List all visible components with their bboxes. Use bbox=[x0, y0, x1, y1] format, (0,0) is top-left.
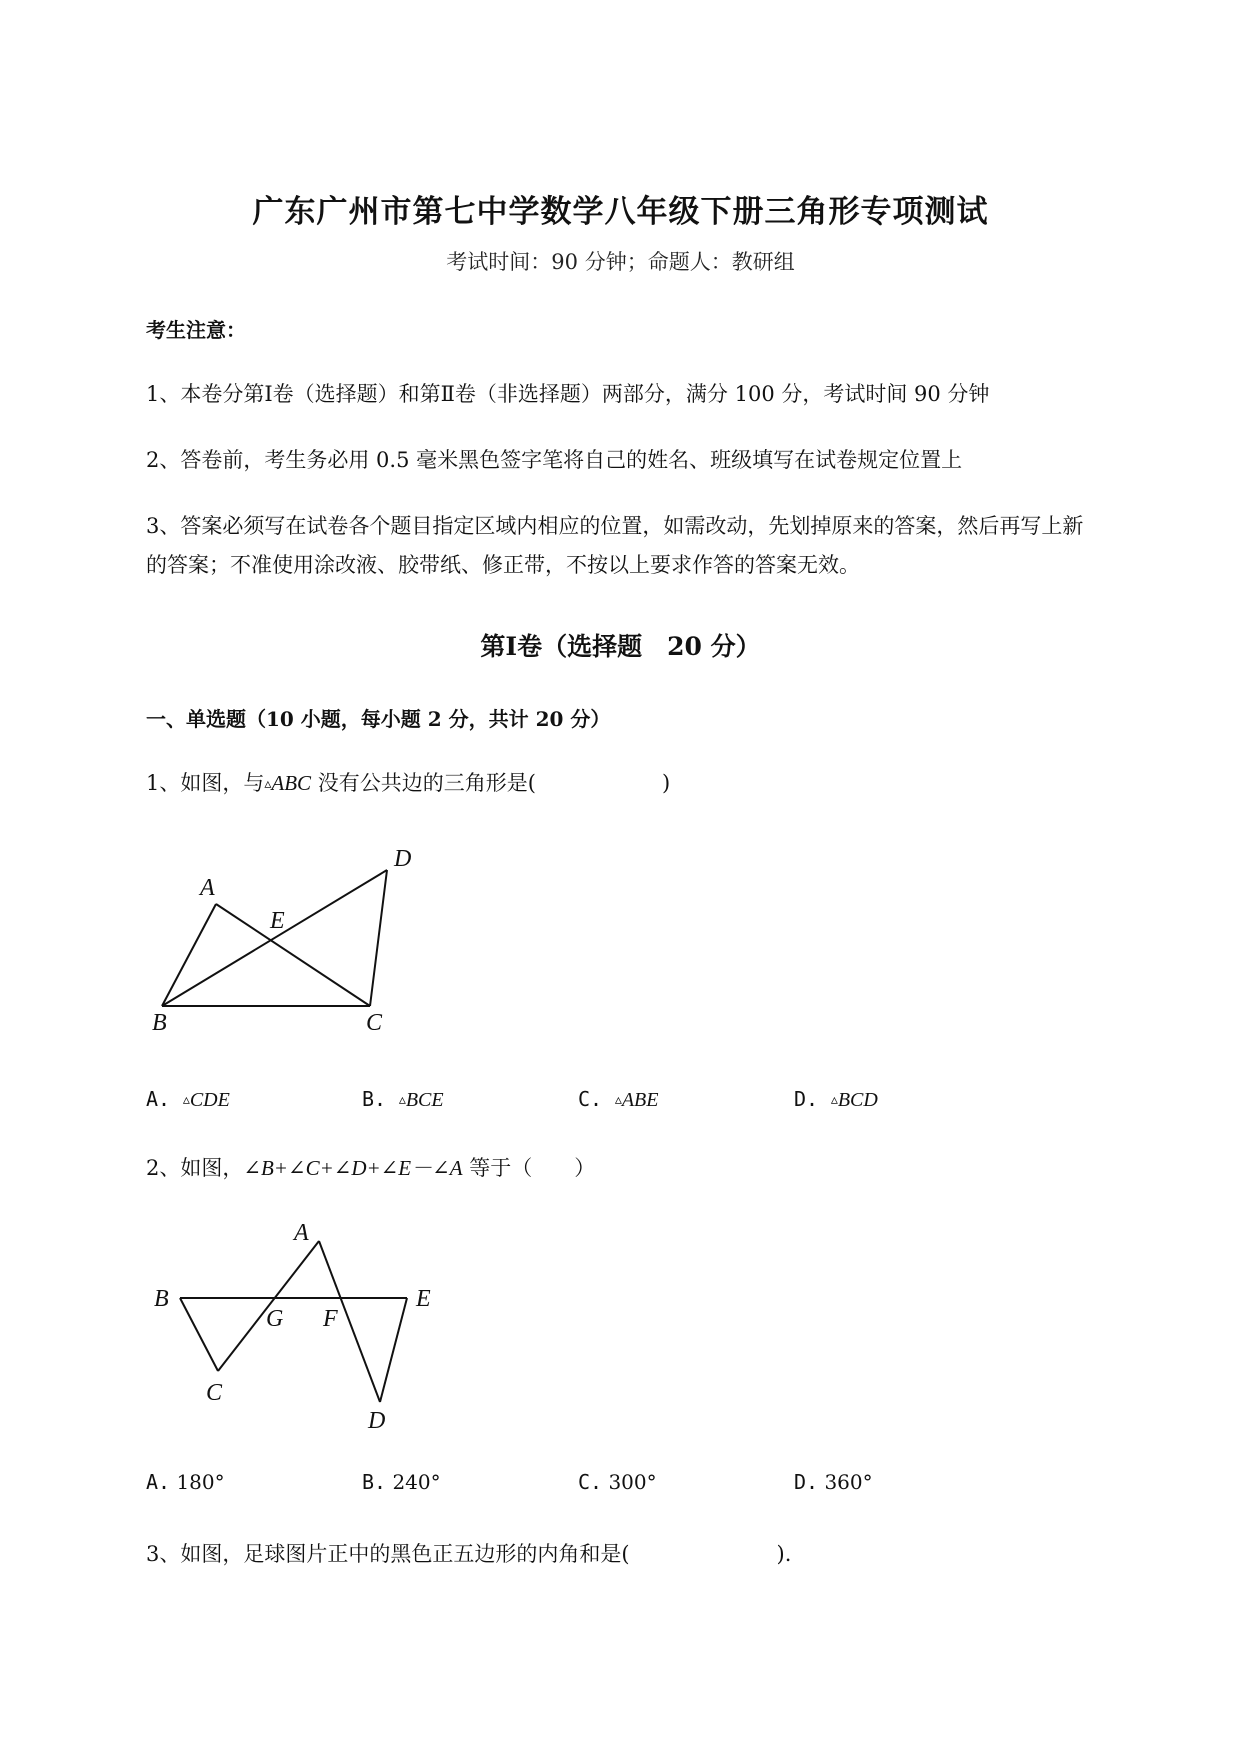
question-1-figure bbox=[140, 840, 450, 1040]
question-2-option-d[interactable] bbox=[794, 1470, 873, 1494]
question-1-stem bbox=[146, 767, 670, 797]
question-1-option-a[interactable] bbox=[146, 1087, 230, 1112]
question-2-option-b[interactable] bbox=[362, 1470, 441, 1494]
label-C: C bbox=[206, 1380, 223, 1406]
label-E: E bbox=[270, 908, 285, 934]
option-letter: D. bbox=[794, 1087, 819, 1111]
exam-info: 考试时间：90 分钟；命题人：教研组 bbox=[446, 250, 795, 274]
option-text: ABE bbox=[621, 1089, 659, 1111]
question-2-stem-prefix: 2、如图， bbox=[146, 1156, 244, 1180]
question-2-option-a[interactable] bbox=[146, 1470, 225, 1494]
option-letter: A. bbox=[146, 1470, 171, 1494]
label-A: A bbox=[294, 1220, 309, 1246]
option-text: 240° bbox=[392, 1470, 441, 1494]
question-1-stem-prefix: 1、如图，与 bbox=[146, 771, 265, 795]
page-title: 广东广州市第七中学数学八年级下册三角形专项测试 bbox=[252, 194, 989, 230]
option-letter: B. bbox=[362, 1087, 387, 1111]
segment-DE bbox=[380, 1298, 407, 1402]
question-1-stem-triangle: ABC bbox=[271, 771, 312, 795]
option-text: 360° bbox=[824, 1470, 873, 1494]
question-2-stem-suffix: 等于（ ） bbox=[462, 1156, 596, 1180]
notice-item-1: 1、本卷分第Ⅰ卷（选择题）和第Ⅱ卷（非选择题）两部分，满分 100 分，考试时间 90 分钟 bbox=[146, 382, 990, 406]
segment-DC bbox=[370, 870, 387, 1006]
triangle-symbol: ▵ bbox=[182, 1092, 190, 1108]
label-D: D bbox=[368, 1408, 386, 1434]
notice-heading: 考生注意： bbox=[146, 318, 246, 342]
label-C: C bbox=[366, 1010, 383, 1036]
question-2-figure bbox=[140, 1220, 460, 1435]
question-1-option-b[interactable] bbox=[362, 1087, 444, 1112]
notice-item-3-cont: 的答案；不准使用涂改液、胶带纸、修正带，不按以上要求作答的答案无效。 bbox=[146, 553, 860, 577]
option-text: CDE bbox=[189, 1089, 230, 1111]
option-letter: D. bbox=[794, 1470, 819, 1494]
label-G: G bbox=[266, 1306, 284, 1332]
option-letter: A. bbox=[146, 1087, 171, 1111]
question-1-option-c[interactable] bbox=[578, 1087, 659, 1112]
option-text: 300° bbox=[608, 1470, 657, 1494]
notice-item-2: 2、答卷前，考生务必用 0.5 毫米黑色签字笔将自己的姓名、班级填写在试卷规定位置上 bbox=[146, 448, 963, 472]
triangle-symbol: ▵ bbox=[264, 776, 272, 792]
triangle-symbol: ▵ bbox=[830, 1092, 838, 1108]
question-1-stem-suffix: 没有公共边的三角形是( ) bbox=[311, 771, 671, 795]
triangle-symbol: ▵ bbox=[398, 1092, 406, 1108]
notice-item-3: 3、答案必须写在试卷各个题目指定区域内相应的位置，如需改动，先划掉原来的答案，然后再写上新 bbox=[146, 514, 1084, 538]
question-2-option-c[interactable] bbox=[578, 1470, 657, 1494]
option-text: BCE bbox=[405, 1089, 444, 1111]
option-letter: C. bbox=[578, 1470, 603, 1494]
triangle-symbol: ▵ bbox=[614, 1092, 622, 1108]
label-E: E bbox=[416, 1286, 431, 1312]
label-B: B bbox=[152, 1010, 167, 1036]
question-1-option-d[interactable] bbox=[794, 1087, 878, 1112]
option-letter: C. bbox=[578, 1087, 603, 1111]
label-D: D bbox=[394, 846, 412, 872]
option-text: 180° bbox=[176, 1470, 225, 1494]
option-letter: B. bbox=[362, 1470, 387, 1494]
label-A: A bbox=[200, 875, 215, 901]
question-2-stem bbox=[146, 1152, 595, 1182]
section-title: 第Ⅰ卷（选择题 20 分） bbox=[480, 632, 761, 661]
label-F: F bbox=[323, 1306, 338, 1332]
segment-AC bbox=[216, 904, 370, 1006]
question-3-stem: 3、如图，足球图片正中的黑色正五边形的内角和是( ). bbox=[146, 1542, 792, 1566]
label-B: B bbox=[154, 1286, 169, 1312]
option-text: BCD bbox=[837, 1089, 878, 1111]
segment-BD bbox=[162, 870, 387, 1006]
question-2-stem-expression: ∠B+∠C+∠D+∠E－∠A bbox=[243, 1156, 463, 1180]
part-heading: 一、单选题（10 小题，每小题 2 分，共计 20 分） bbox=[146, 707, 611, 731]
segment-BC bbox=[180, 1298, 218, 1371]
